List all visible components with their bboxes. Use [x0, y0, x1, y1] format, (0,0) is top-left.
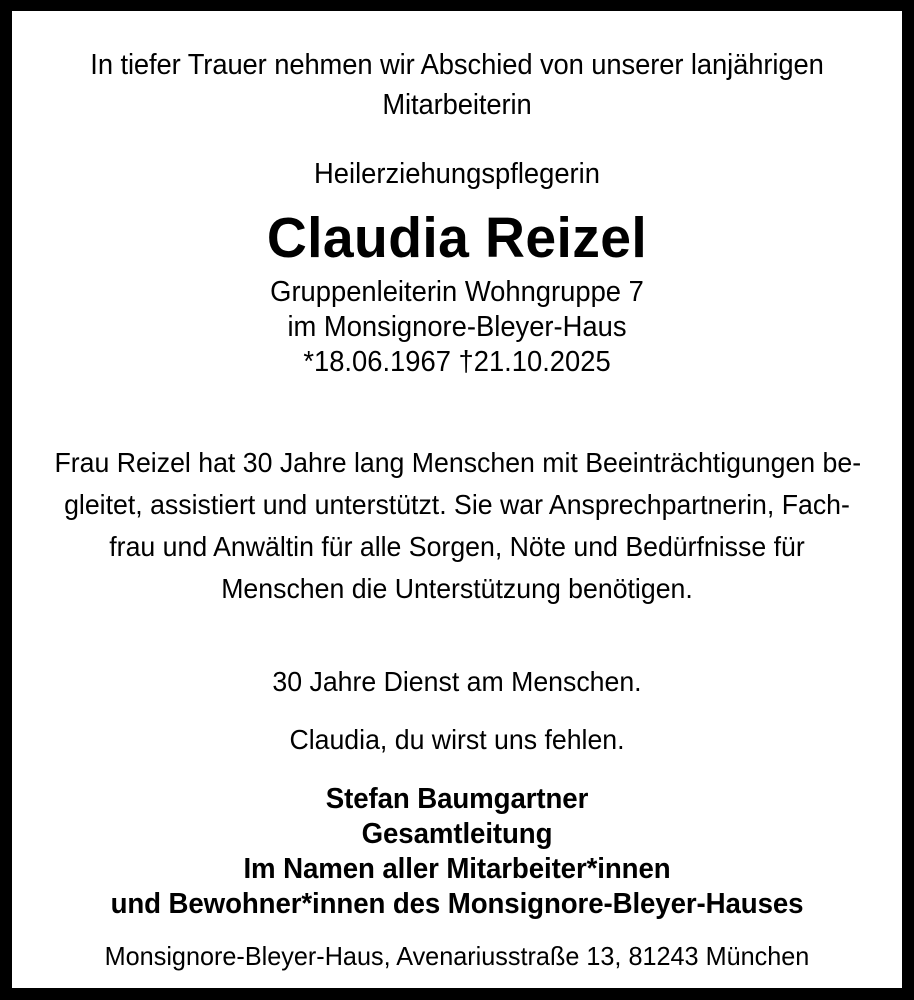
body-line-2: gleitet, assistiert und unterstützt. Sie war Ansprechpartnerin, Fach-	[64, 489, 850, 520]
signature-line-4: und Bewohner*innen des Monsignore-Bleyer-Hauses	[110, 888, 804, 920]
body-line-1: Frau Reizel hat 30 Jahre lang Menschen mit Beeinträchtigungen be-	[54, 447, 862, 478]
tribute-service-line: 30 Jahre Dienst am Menschen.	[272, 666, 642, 697]
signature-line-3: Im Namen aller Mitarbeiter*innen	[243, 853, 671, 885]
life-dates: *18.06.1967 †21.10.2025	[303, 346, 611, 378]
signer-name: Stefan Baumgartner	[325, 783, 589, 815]
body-line-3: frau und Anwältin für alle Sorgen, Nöte und Bedürfnisse für	[109, 531, 805, 562]
body-line-4: Menschen die Unterstützung benötigen.	[221, 573, 693, 604]
tribute-farewell-line: Claudia, du wirst uns fehlen.	[289, 724, 625, 755]
signer-title: Gesamtleitung	[361, 818, 553, 850]
body-paragraph	[54, 442, 862, 610]
deceased-institution: im Monsignore-Bleyer-Haus	[287, 311, 627, 343]
profession-text: Heilerziehungspflegerin	[314, 158, 600, 190]
notice-inner-frame	[12, 11, 902, 988]
intro-text	[59, 45, 856, 125]
intro-line-2: Mitarbeiterin	[382, 89, 532, 121]
deceased-details	[59, 275, 856, 380]
intro-line-1: In tiefer Trauer nehmen wir Abschied von unserer lanjährigen	[90, 49, 824, 81]
notice-content	[12, 11, 902, 988]
institution-address: Monsignore-Bleyer-Haus, Avenariusstraße 13, 81243 München	[104, 941, 810, 971]
deceased-name: Claudia Reizel	[266, 206, 648, 270]
signature-block	[54, 782, 859, 922]
deceased-role: Gruppenleiterin Wohngruppe 7	[270, 276, 644, 308]
